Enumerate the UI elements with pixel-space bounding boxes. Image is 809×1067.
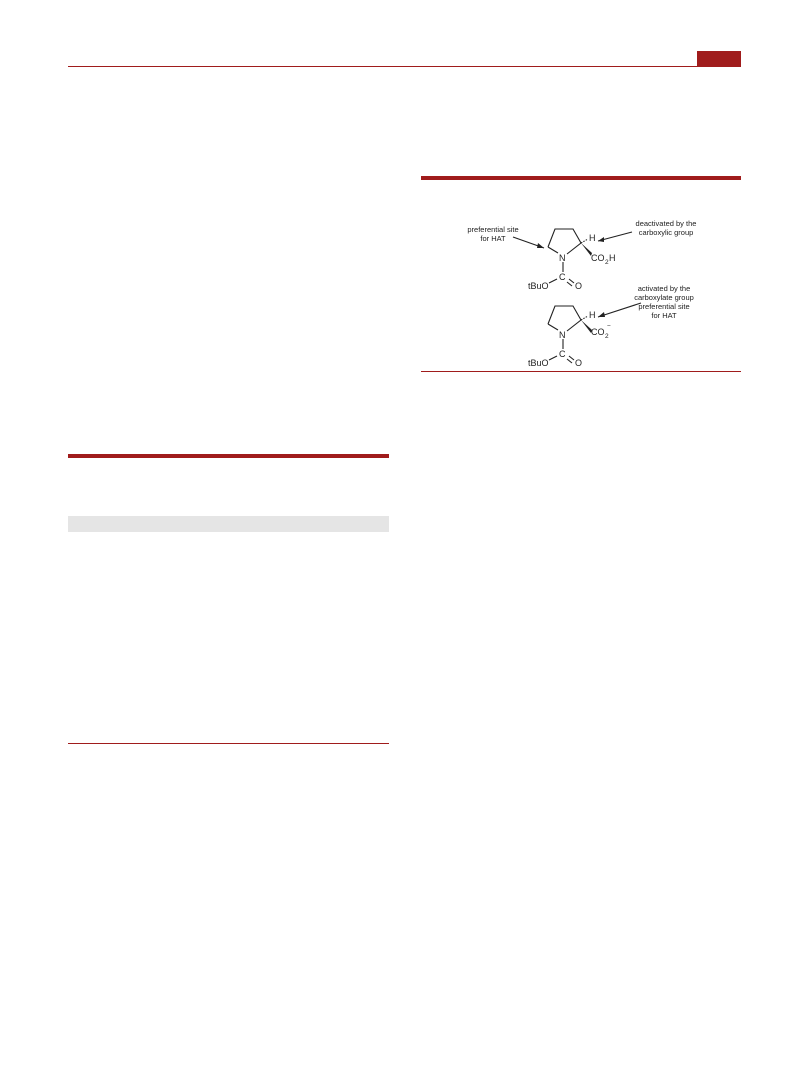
atom-n: N xyxy=(559,253,566,263)
annotation-left-line1: preferential site xyxy=(467,225,519,234)
group-co2h-end: H xyxy=(609,253,616,263)
annotation-bottom-line2: carboxylate group xyxy=(634,293,694,302)
page-number-tab xyxy=(697,51,741,66)
group-co2h-sub: 2 xyxy=(605,259,609,266)
atom-n-bottom: N xyxy=(559,330,566,340)
group-co2h xyxy=(591,253,616,266)
table-header-band xyxy=(68,516,389,532)
figure-top-rule xyxy=(421,176,741,180)
group-co2-main: CO xyxy=(591,327,605,337)
annotation-right-line2: carboxylic group xyxy=(638,228,694,237)
table-bottom-rule xyxy=(68,743,389,744)
atom-c-bottom: C xyxy=(559,349,566,359)
annotation-bottom-line3: preferential site xyxy=(638,302,690,311)
atom-h: H xyxy=(589,233,596,243)
group-co2-sub: 2 xyxy=(605,333,609,340)
group-tbuo-bottom: tBuO xyxy=(528,358,549,368)
figure-bottom-rule xyxy=(421,371,741,372)
annotation-bottom-line4: for HAT xyxy=(651,311,677,320)
annotation-right-line1: deactivated by the xyxy=(635,219,697,228)
annotation-bottom-line1: activated by the xyxy=(637,284,691,293)
group-tbuo: tBuO xyxy=(528,281,549,291)
group-co2h-main: CO xyxy=(591,253,605,263)
annotation-left-line2: for HAT xyxy=(480,234,506,243)
arrowhead-bottom xyxy=(598,312,605,317)
group-co2-charge: − xyxy=(607,323,611,330)
table-top-rule xyxy=(68,454,389,458)
atom-h-bottom: H xyxy=(589,310,596,320)
atom-c: C xyxy=(559,272,566,282)
atom-o: O xyxy=(575,281,583,291)
chemical-scheme-figure xyxy=(421,190,741,370)
header-rule xyxy=(68,66,741,67)
group-co2-anion xyxy=(591,323,611,340)
atom-o-bottom: O xyxy=(575,358,583,368)
